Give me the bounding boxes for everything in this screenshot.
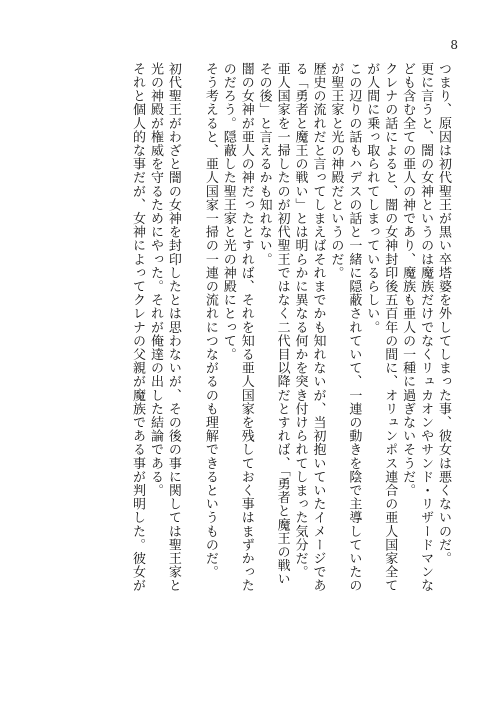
paragraph: 更に言うと、闇の女神というのは魔族だけでなくリュカオンやサンド・リザードマンな ども含む全ての亜人の神であり、魔族も亜人の一種に過ぎないそうだ。 <box>400 62 434 593</box>
paragraph: つまり、原因は初代聖王が黒い卒塔婆を外してしまった事、彼女は悪くないのだ。 <box>436 62 451 566</box>
vertical-text-body <box>128 62 452 662</box>
paragraph: クレナの話によると、闇の女神封印後五百年の間に、オリュンポス連合の亜人国家全て が人間に乗っ取られてしまっているらしい。 <box>364 62 398 593</box>
page-number: 8 <box>450 38 458 52</box>
paragraph: 歴史の流れだと言ってしまえばそれまでかも知れないが、当初抱いていたイメージであ る「勇者と魔王の戦い」とは明らかに異なる何かを突き付けられてしまった気分だ。 <box>292 62 326 593</box>
paragraph: 闇の女神が亜人の神だったとすれば、それを知る亜人国家を残しておく事はまずかった のだろう。隠蔽した聖王家と光の神殿にとって。 <box>220 62 254 593</box>
paragraph: 亜人国家を一掃したのが初代聖王ではなく二代目以降だとすれば、「勇者と魔王の戦い その後」と言えるかも知れない。 <box>256 62 290 586</box>
paragraph: この辺りの話もハデスの話と一緒に隠蔽されていて、一連の動きを陰で主導していたの が聖王家と光の神殿だというのだ。 <box>328 62 362 593</box>
paragraph: それと個人的な事だが、女神によってクレナの父親が魔族である事が判明した。彼女が <box>130 62 145 593</box>
paragraph: そう考えると、亜人国家一掃の一連の流れにつながるのも理解できるというものだ。 <box>202 62 218 579</box>
paragraph: 初代聖王がわざと闇の女神を封印したとは思わないが、その後の事に関しては聖王家と 光の神殿が権威を守るためにやった。それが俺達の出した結論である。 <box>147 62 181 593</box>
